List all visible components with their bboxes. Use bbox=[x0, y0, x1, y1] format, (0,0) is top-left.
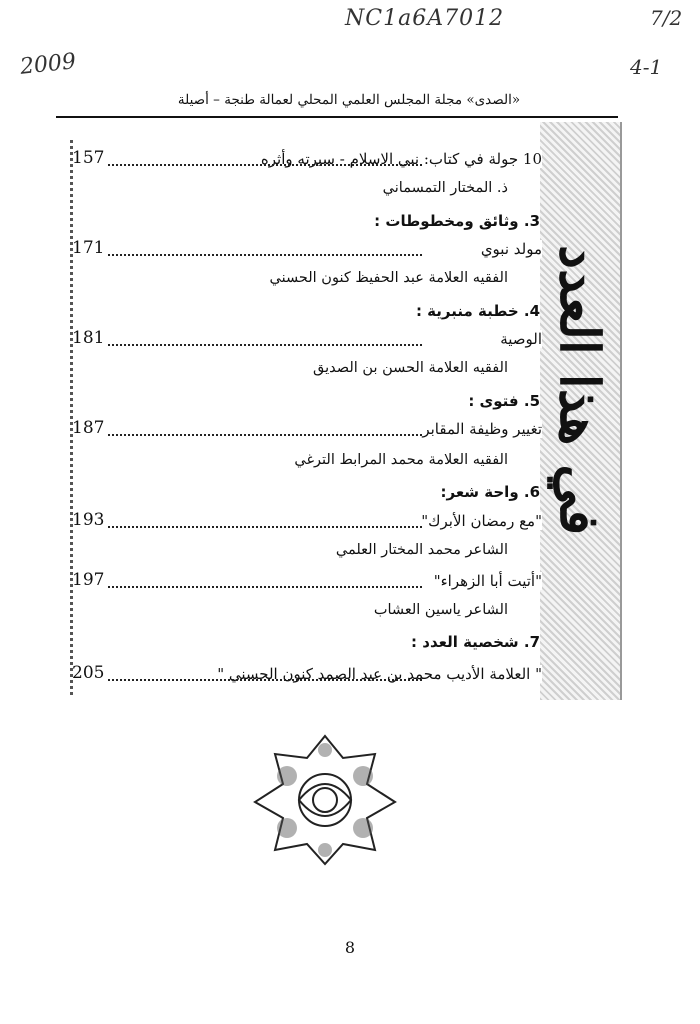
handwritten-mark-right: 4-1 bbox=[630, 55, 663, 79]
toc-page-number: 187 bbox=[72, 418, 105, 438]
side-title: في هذا العدد bbox=[548, 244, 612, 536]
dot-leader bbox=[108, 254, 422, 256]
toc-author: الشاعر ياسين العشاب bbox=[373, 602, 508, 618]
dot-leader bbox=[108, 164, 422, 166]
dot-leader bbox=[108, 679, 422, 681]
catalog-number: NC1a6A7012 bbox=[345, 6, 505, 31]
page-number: 8 bbox=[344, 938, 356, 957]
handwritten-mark-top: 7/2 bbox=[650, 6, 683, 30]
toc-author: الفقيه العلامة عبد الحفيظ كنون الحسني bbox=[269, 270, 508, 286]
toc-entry bbox=[72, 240, 542, 264]
header-rule bbox=[56, 116, 618, 118]
toc-page-number: 171 bbox=[72, 238, 105, 258]
toc-entry bbox=[72, 330, 542, 354]
toc-page-number: 181 bbox=[72, 328, 105, 348]
dot-leader bbox=[108, 586, 422, 588]
toc-entry bbox=[72, 150, 542, 174]
running-header: «الصدى» مجلة المجلس العلمي المحلي لعمالة طنجة – أصيلة bbox=[177, 92, 521, 108]
toc-entry bbox=[72, 572, 542, 596]
toc-author: الفقيه العلامة الحسن بن الصديق bbox=[313, 360, 508, 376]
toc-entry-title: " العلامة الأديب محمد بن عبد الصمد كنون الحسني " bbox=[213, 665, 542, 683]
toc-page-number: 197 bbox=[72, 570, 105, 590]
toc-entry bbox=[72, 512, 542, 536]
toc-entry-title: تغيير وظيفة المقابر bbox=[418, 420, 542, 438]
section-heading: 5. فتوى : bbox=[468, 392, 540, 410]
toc-author: الشاعر محمد المختار العلمي bbox=[335, 542, 508, 558]
toc-entry-title: 10 جولة في كتاب: نبي الاسلام - سيرته وأثره bbox=[257, 150, 542, 168]
handwritten-year: 2009 bbox=[18, 49, 78, 80]
toc-entry-title: مولد نبوي bbox=[477, 240, 542, 258]
section-heading: 4. خطبة منبرية : bbox=[415, 302, 540, 320]
ornament-icon bbox=[235, 728, 415, 868]
dot-leader bbox=[108, 526, 422, 528]
section-heading: 7. شخصية العدد : bbox=[411, 633, 540, 651]
dot-leader bbox=[108, 344, 422, 346]
toc-entry bbox=[72, 420, 542, 444]
toc-page-number: 205 bbox=[72, 663, 105, 683]
toc-author: ذ. المختار التمسماني bbox=[382, 180, 508, 196]
section-heading: 6. واحة شعر: bbox=[440, 483, 540, 501]
toc-entry bbox=[72, 665, 542, 689]
section-heading: 3. وثائق ومخطوطات : bbox=[374, 212, 540, 230]
toc-entry-title: "مع رمضان الأبرك" bbox=[417, 512, 542, 530]
toc-entry-title: "أتيت أبا الزهراء" bbox=[430, 572, 542, 590]
toc-entry-title: الوصية bbox=[496, 330, 542, 348]
toc-page-number: 193 bbox=[72, 510, 105, 530]
toc-author: الفقيه العلامة محمد المرابط الترغي bbox=[294, 452, 508, 468]
toc-page-number: 157 bbox=[72, 148, 105, 168]
dot-leader bbox=[108, 434, 422, 436]
